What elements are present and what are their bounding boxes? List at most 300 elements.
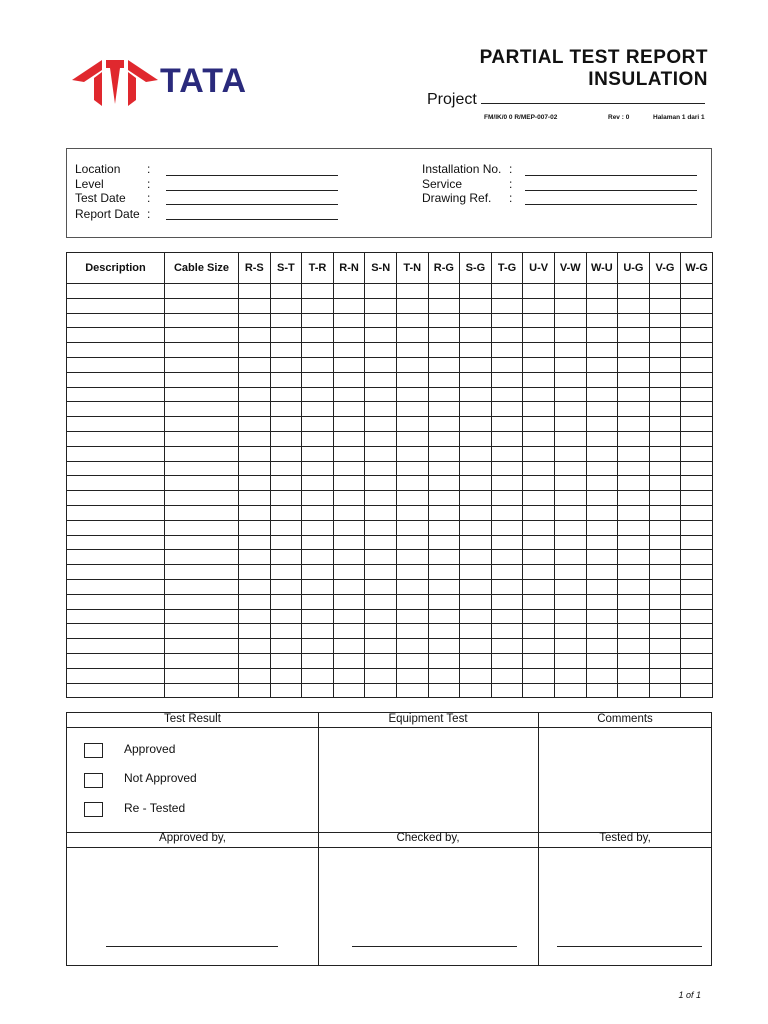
table-cell[interactable]	[333, 594, 365, 609]
table-cell[interactable]	[649, 343, 681, 358]
table-cell[interactable]	[681, 343, 713, 358]
table-cell[interactable]	[270, 535, 302, 550]
table-cell[interactable]	[428, 446, 460, 461]
table-cell[interactable]	[428, 550, 460, 565]
table-cell[interactable]	[491, 284, 523, 299]
table-cell[interactable]	[649, 653, 681, 668]
table-cell[interactable]	[460, 668, 492, 683]
table-cell[interactable]	[586, 476, 618, 491]
table-cell[interactable]	[333, 402, 365, 417]
table-cell[interactable]	[586, 298, 618, 313]
table-cell[interactable]	[491, 624, 523, 639]
table-cell[interactable]	[681, 594, 713, 609]
table-cell[interactable]	[681, 313, 713, 328]
table-cell[interactable]	[165, 668, 239, 683]
table-cell[interactable]	[460, 431, 492, 446]
table-cell[interactable]	[554, 520, 586, 535]
table-cell[interactable]	[428, 357, 460, 372]
table-cell[interactable]	[460, 372, 492, 387]
re-tested-checkbox[interactable]	[84, 802, 103, 817]
table-cell[interactable]	[396, 609, 428, 624]
table-cell[interactable]	[523, 446, 555, 461]
not-approved-checkbox[interactable]	[84, 773, 103, 788]
table-cell[interactable]	[618, 298, 650, 313]
table-cell[interactable]	[554, 550, 586, 565]
table-cell[interactable]	[365, 446, 397, 461]
table-cell[interactable]	[239, 328, 271, 343]
table-cell[interactable]	[586, 328, 618, 343]
table-cell[interactable]	[365, 683, 397, 698]
table-cell[interactable]	[681, 624, 713, 639]
table-cell[interactable]	[460, 298, 492, 313]
table-cell[interactable]	[67, 624, 165, 639]
table-cell[interactable]	[165, 683, 239, 698]
table-cell[interactable]	[491, 579, 523, 594]
table-cell[interactable]	[270, 594, 302, 609]
table-cell[interactable]	[554, 343, 586, 358]
table-cell[interactable]	[67, 461, 165, 476]
table-cell[interactable]	[239, 505, 271, 520]
table-cell[interactable]	[365, 343, 397, 358]
table-cell[interactable]	[239, 387, 271, 402]
table-cell[interactable]	[165, 535, 239, 550]
table-cell[interactable]	[681, 505, 713, 520]
table-cell[interactable]	[523, 431, 555, 446]
table-cell[interactable]	[681, 328, 713, 343]
table-cell[interactable]	[270, 653, 302, 668]
table-cell[interactable]	[396, 639, 428, 654]
table-cell[interactable]	[302, 387, 334, 402]
table-cell[interactable]	[428, 594, 460, 609]
table-cell[interactable]	[239, 343, 271, 358]
table-cell[interactable]	[460, 594, 492, 609]
table-cell[interactable]	[333, 550, 365, 565]
table-cell[interactable]	[428, 668, 460, 683]
table-cell[interactable]	[523, 639, 555, 654]
table-cell[interactable]	[270, 461, 302, 476]
table-cell[interactable]	[333, 284, 365, 299]
table-cell[interactable]	[165, 609, 239, 624]
table-cell[interactable]	[396, 683, 428, 698]
table-cell[interactable]	[270, 639, 302, 654]
table-cell[interactable]	[523, 313, 555, 328]
approved-by-signature-line[interactable]	[106, 946, 278, 947]
table-cell[interactable]	[428, 372, 460, 387]
table-cell[interactable]	[396, 446, 428, 461]
table-cell[interactable]	[491, 402, 523, 417]
table-cell[interactable]	[460, 343, 492, 358]
table-cell[interactable]	[649, 505, 681, 520]
table-cell[interactable]	[681, 668, 713, 683]
table-cell[interactable]	[270, 520, 302, 535]
table-cell[interactable]	[428, 284, 460, 299]
table-cell[interactable]	[333, 535, 365, 550]
table-cell[interactable]	[165, 624, 239, 639]
table-cell[interactable]	[681, 639, 713, 654]
table-cell[interactable]	[491, 417, 523, 432]
table-cell[interactable]	[302, 550, 334, 565]
table-cell[interactable]	[491, 609, 523, 624]
table-cell[interactable]	[239, 461, 271, 476]
table-cell[interactable]	[428, 491, 460, 506]
table-cell[interactable]	[523, 579, 555, 594]
table-cell[interactable]	[554, 402, 586, 417]
table-cell[interactable]	[396, 594, 428, 609]
table-cell[interactable]	[681, 284, 713, 299]
table-cell[interactable]	[239, 446, 271, 461]
table-cell[interactable]	[302, 372, 334, 387]
table-cell[interactable]	[554, 476, 586, 491]
table-cell[interactable]	[491, 446, 523, 461]
table-cell[interactable]	[681, 550, 713, 565]
table-cell[interactable]	[523, 402, 555, 417]
table-cell[interactable]	[165, 343, 239, 358]
table-cell[interactable]	[396, 624, 428, 639]
table-cell[interactable]	[460, 491, 492, 506]
table-cell[interactable]	[365, 609, 397, 624]
table-cell[interactable]	[365, 668, 397, 683]
table-cell[interactable]	[460, 639, 492, 654]
table-cell[interactable]	[649, 520, 681, 535]
table-cell[interactable]	[365, 461, 397, 476]
table-cell[interactable]	[554, 609, 586, 624]
table-cell[interactable]	[365, 639, 397, 654]
table-cell[interactable]	[460, 683, 492, 698]
table-cell[interactable]	[165, 653, 239, 668]
table-cell[interactable]	[239, 668, 271, 683]
table-cell[interactable]	[165, 431, 239, 446]
table-cell[interactable]	[396, 565, 428, 580]
table-cell[interactable]	[365, 357, 397, 372]
table-cell[interactable]	[649, 609, 681, 624]
table-cell[interactable]	[618, 565, 650, 580]
table-cell[interactable]	[649, 431, 681, 446]
table-cell[interactable]	[523, 357, 555, 372]
table-cell[interactable]	[618, 357, 650, 372]
table-cell[interactable]	[396, 461, 428, 476]
table-cell[interactable]	[67, 639, 165, 654]
table-cell[interactable]	[428, 639, 460, 654]
table-cell[interactable]	[165, 402, 239, 417]
table-cell[interactable]	[649, 357, 681, 372]
table-cell[interactable]	[365, 624, 397, 639]
table-cell[interactable]	[396, 343, 428, 358]
table-cell[interactable]	[365, 313, 397, 328]
table-cell[interactable]	[523, 284, 555, 299]
table-cell[interactable]	[681, 431, 713, 446]
table-cell[interactable]	[333, 505, 365, 520]
table-cell[interactable]	[302, 683, 334, 698]
table-cell[interactable]	[270, 624, 302, 639]
table-cell[interactable]	[554, 565, 586, 580]
table-cell[interactable]	[649, 417, 681, 432]
table-cell[interactable]	[365, 579, 397, 594]
table-cell[interactable]	[554, 594, 586, 609]
table-cell[interactable]	[396, 505, 428, 520]
table-cell[interactable]	[491, 313, 523, 328]
table-cell[interactable]	[491, 476, 523, 491]
table-cell[interactable]	[618, 535, 650, 550]
table-cell[interactable]	[165, 461, 239, 476]
table-cell[interactable]	[239, 653, 271, 668]
table-cell[interactable]	[649, 491, 681, 506]
table-cell[interactable]	[649, 550, 681, 565]
table-cell[interactable]	[523, 372, 555, 387]
table-cell[interactable]	[523, 683, 555, 698]
table-cell[interactable]	[586, 639, 618, 654]
table-cell[interactable]	[460, 505, 492, 520]
table-cell[interactable]	[239, 624, 271, 639]
table-cell[interactable]	[554, 431, 586, 446]
table-cell[interactable]	[270, 550, 302, 565]
table-cell[interactable]	[586, 491, 618, 506]
table-cell[interactable]	[333, 313, 365, 328]
project-input-line[interactable]	[481, 90, 705, 104]
table-cell[interactable]	[523, 520, 555, 535]
table-cell[interactable]	[523, 343, 555, 358]
table-cell[interactable]	[523, 387, 555, 402]
table-cell[interactable]	[365, 298, 397, 313]
table-cell[interactable]	[302, 431, 334, 446]
table-cell[interactable]	[554, 387, 586, 402]
table-cell[interactable]	[491, 461, 523, 476]
table-cell[interactable]	[396, 668, 428, 683]
report-date-input-line[interactable]	[166, 219, 338, 220]
table-cell[interactable]	[333, 431, 365, 446]
table-cell[interactable]	[681, 387, 713, 402]
table-cell[interactable]	[586, 431, 618, 446]
table-cell[interactable]	[239, 372, 271, 387]
table-cell[interactable]	[618, 402, 650, 417]
table-cell[interactable]	[67, 653, 165, 668]
table-cell[interactable]	[333, 639, 365, 654]
table-cell[interactable]	[239, 431, 271, 446]
table-cell[interactable]	[586, 668, 618, 683]
table-cell[interactable]	[618, 372, 650, 387]
table-cell[interactable]	[649, 372, 681, 387]
table-cell[interactable]	[554, 505, 586, 520]
table-cell[interactable]	[523, 505, 555, 520]
table-cell[interactable]	[365, 565, 397, 580]
table-cell[interactable]	[460, 402, 492, 417]
table-cell[interactable]	[302, 535, 334, 550]
table-cell[interactable]	[428, 653, 460, 668]
table-cell[interactable]	[491, 594, 523, 609]
table-cell[interactable]	[302, 491, 334, 506]
table-cell[interactable]	[491, 668, 523, 683]
table-cell[interactable]	[333, 328, 365, 343]
table-cell[interactable]	[554, 491, 586, 506]
table-cell[interactable]	[365, 520, 397, 535]
table-cell[interactable]	[681, 520, 713, 535]
table-cell[interactable]	[523, 298, 555, 313]
table-cell[interactable]	[460, 535, 492, 550]
table-cell[interactable]	[396, 328, 428, 343]
table-cell[interactable]	[302, 520, 334, 535]
table-cell[interactable]	[428, 579, 460, 594]
table-cell[interactable]	[554, 624, 586, 639]
table-cell[interactable]	[586, 565, 618, 580]
table-cell[interactable]	[523, 491, 555, 506]
table-cell[interactable]	[428, 431, 460, 446]
table-cell[interactable]	[396, 579, 428, 594]
table-cell[interactable]	[333, 683, 365, 698]
table-cell[interactable]	[302, 343, 334, 358]
location-input-line[interactable]	[166, 175, 338, 176]
table-cell[interactable]	[67, 550, 165, 565]
table-cell[interactable]	[491, 653, 523, 668]
table-cell[interactable]	[270, 357, 302, 372]
table-cell[interactable]	[649, 535, 681, 550]
table-cell[interactable]	[586, 343, 618, 358]
table-cell[interactable]	[396, 387, 428, 402]
table-cell[interactable]	[333, 609, 365, 624]
table-cell[interactable]	[67, 491, 165, 506]
installation-no-input-line[interactable]	[525, 175, 697, 176]
table-cell[interactable]	[270, 431, 302, 446]
table-cell[interactable]	[165, 417, 239, 432]
table-cell[interactable]	[396, 535, 428, 550]
table-cell[interactable]	[67, 328, 165, 343]
table-cell[interactable]	[681, 402, 713, 417]
table-cell[interactable]	[649, 402, 681, 417]
table-cell[interactable]	[681, 298, 713, 313]
table-cell[interactable]	[270, 565, 302, 580]
table-cell[interactable]	[302, 594, 334, 609]
table-cell[interactable]	[333, 372, 365, 387]
table-cell[interactable]	[428, 520, 460, 535]
table-cell[interactable]	[270, 579, 302, 594]
table-cell[interactable]	[67, 313, 165, 328]
table-cell[interactable]	[586, 594, 618, 609]
table-cell[interactable]	[333, 357, 365, 372]
table-cell[interactable]	[649, 284, 681, 299]
table-cell[interactable]	[165, 313, 239, 328]
table-cell[interactable]	[365, 550, 397, 565]
table-cell[interactable]	[396, 653, 428, 668]
table-cell[interactable]	[428, 417, 460, 432]
table-cell[interactable]	[270, 491, 302, 506]
table-cell[interactable]	[302, 476, 334, 491]
table-cell[interactable]	[586, 313, 618, 328]
table-cell[interactable]	[554, 284, 586, 299]
table-cell[interactable]	[618, 594, 650, 609]
table-cell[interactable]	[365, 535, 397, 550]
table-cell[interactable]	[333, 668, 365, 683]
table-cell[interactable]	[523, 535, 555, 550]
table-cell[interactable]	[586, 357, 618, 372]
table-cell[interactable]	[239, 476, 271, 491]
table-cell[interactable]	[239, 402, 271, 417]
table-cell[interactable]	[333, 476, 365, 491]
table-cell[interactable]	[333, 624, 365, 639]
table-cell[interactable]	[396, 357, 428, 372]
table-cell[interactable]	[491, 372, 523, 387]
table-cell[interactable]	[333, 417, 365, 432]
table-cell[interactable]	[586, 609, 618, 624]
table-cell[interactable]	[649, 683, 681, 698]
table-cell[interactable]	[554, 328, 586, 343]
table-cell[interactable]	[523, 461, 555, 476]
table-cell[interactable]	[460, 446, 492, 461]
table-cell[interactable]	[554, 639, 586, 654]
table-cell[interactable]	[618, 639, 650, 654]
table-cell[interactable]	[491, 565, 523, 580]
table-cell[interactable]	[67, 505, 165, 520]
table-cell[interactable]	[491, 343, 523, 358]
table-cell[interactable]	[681, 461, 713, 476]
table-cell[interactable]	[428, 535, 460, 550]
table-cell[interactable]	[67, 476, 165, 491]
table-cell[interactable]	[523, 653, 555, 668]
table-cell[interactable]	[681, 565, 713, 580]
table-cell[interactable]	[460, 624, 492, 639]
service-input-line[interactable]	[525, 190, 697, 191]
table-cell[interactable]	[270, 683, 302, 698]
test-date-input-line[interactable]	[166, 204, 338, 205]
table-cell[interactable]	[618, 683, 650, 698]
table-cell[interactable]	[428, 609, 460, 624]
table-cell[interactable]	[428, 505, 460, 520]
table-cell[interactable]	[460, 565, 492, 580]
table-cell[interactable]	[165, 565, 239, 580]
table-cell[interactable]	[239, 284, 271, 299]
table-cell[interactable]	[302, 298, 334, 313]
table-cell[interactable]	[491, 491, 523, 506]
table-cell[interactable]	[460, 357, 492, 372]
table-cell[interactable]	[428, 461, 460, 476]
table-cell[interactable]	[428, 565, 460, 580]
table-cell[interactable]	[681, 683, 713, 698]
table-cell[interactable]	[586, 624, 618, 639]
table-cell[interactable]	[460, 579, 492, 594]
table-cell[interactable]	[396, 417, 428, 432]
table-cell[interactable]	[554, 683, 586, 698]
table-cell[interactable]	[165, 357, 239, 372]
table-cell[interactable]	[270, 446, 302, 461]
table-cell[interactable]	[460, 328, 492, 343]
table-cell[interactable]	[270, 402, 302, 417]
table-cell[interactable]	[491, 357, 523, 372]
table-cell[interactable]	[396, 476, 428, 491]
table-cell[interactable]	[618, 491, 650, 506]
table-cell[interactable]	[333, 565, 365, 580]
table-cell[interactable]	[618, 668, 650, 683]
table-cell[interactable]	[67, 284, 165, 299]
table-cell[interactable]	[554, 357, 586, 372]
table-cell[interactable]	[618, 431, 650, 446]
table-cell[interactable]	[67, 298, 165, 313]
table-cell[interactable]	[333, 520, 365, 535]
table-cell[interactable]	[460, 417, 492, 432]
table-cell[interactable]	[396, 402, 428, 417]
table-cell[interactable]	[681, 579, 713, 594]
table-cell[interactable]	[554, 668, 586, 683]
table-cell[interactable]	[239, 609, 271, 624]
table-cell[interactable]	[618, 328, 650, 343]
table-cell[interactable]	[428, 328, 460, 343]
table-cell[interactable]	[365, 594, 397, 609]
table-cell[interactable]	[270, 417, 302, 432]
table-cell[interactable]	[67, 417, 165, 432]
table-cell[interactable]	[618, 609, 650, 624]
table-cell[interactable]	[302, 579, 334, 594]
table-cell[interactable]	[618, 313, 650, 328]
table-cell[interactable]	[649, 446, 681, 461]
table-cell[interactable]	[460, 609, 492, 624]
table-cell[interactable]	[649, 565, 681, 580]
table-cell[interactable]	[396, 313, 428, 328]
